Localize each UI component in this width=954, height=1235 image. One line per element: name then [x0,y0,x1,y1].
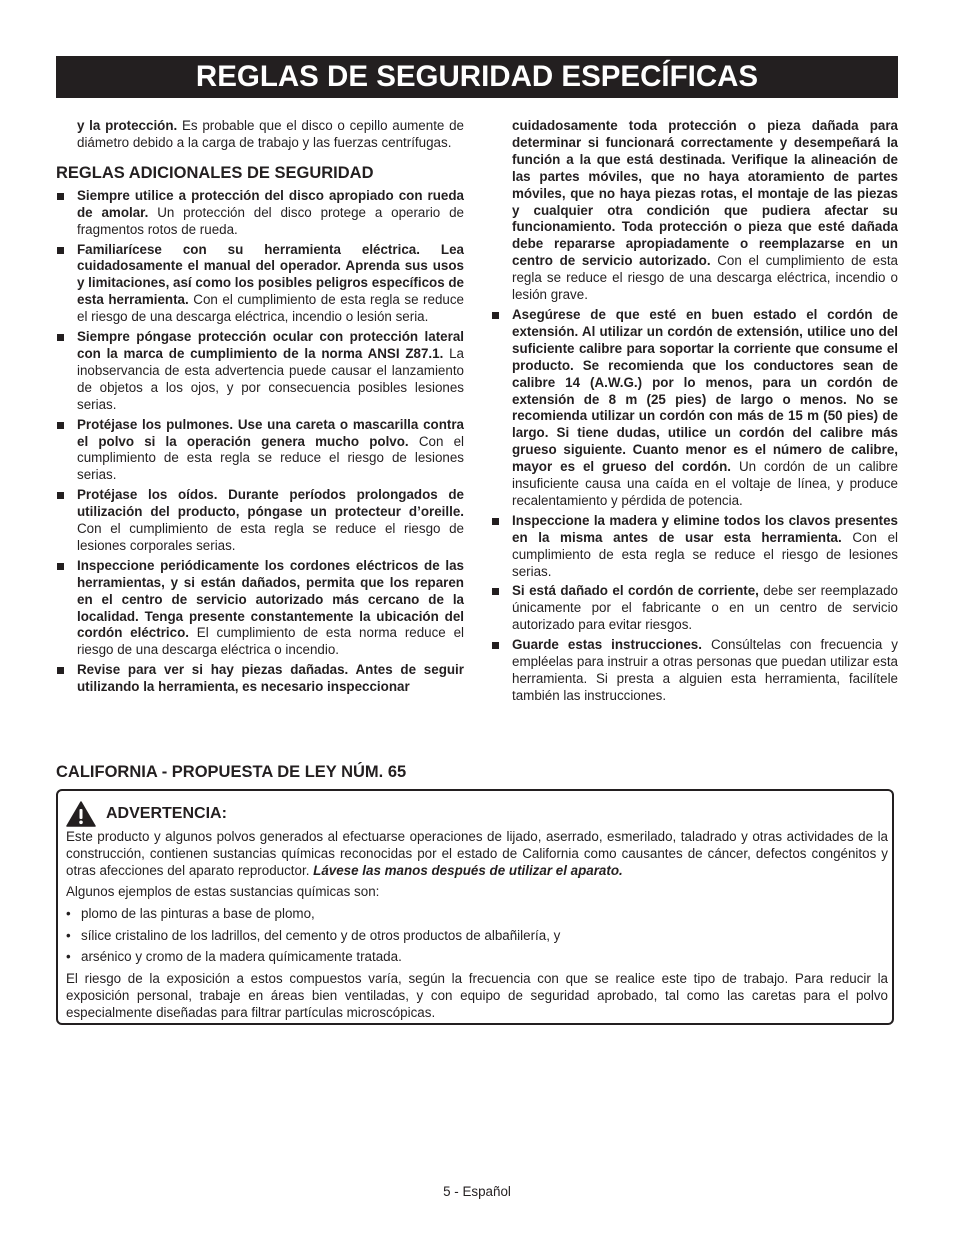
rule-text: Con el cumplimiento de esta regla se reduce el riesgo de lesiones corporales serias. [77,521,464,553]
california-heading: CALIFORNIA - PROPUESTA DE LEY NÚM. 65 [56,763,407,781]
section-title: REGLAS ADICIONALES DE SEGURIDAD [56,163,374,182]
chemical-list-item: • plomo de las pinturas a base de plomo, [66,906,888,923]
continued-paragraph [491,118,898,304]
warning-text: Este producto y algunos polvos generados al efectuarse operaciones de lijado, aserrado, esmerilado, taladrado y otras actividades de la construcción, contienen sustancias químicas reconocidas por el estado de California como causantes de cáncer, defectos congénitos y otras afecciones del aparato reproductor. [66,829,888,878]
rule-item [491,307,898,510]
warning-header [66,801,227,827]
right-column [491,118,898,708]
rule-bold: Protéjase los pulmones. Use una careta o mascarilla contra el polvo si la operación genera mucho polvo. [77,416,464,449]
rule-item [56,188,464,239]
continued-text: Con el cumplimiento de esta regla se reduce el riesgo de una descarga eléctrica, incendio o lesión grave. [512,253,898,303]
rule-item [56,329,464,414]
rule-text: La inobservancia de esta advertencia puede causar el lanzamiento de objetos a los ojos, y por consecuencia posibles lesiones serias. [77,345,464,412]
rule-text: Un cordón de un calibre insuficiente causa una caída en el voltaje de línea, y produce recalentamiento y pérdida de potencia. [512,459,898,508]
rule-text: El cumplimiento de esta norma reduce el riesgo de una descarga eléctrica o incendio. [77,625,464,658]
rule-text: Con el cumplimiento de esta regla se reduce el riesgo de lesiones serias. [512,529,898,579]
rule-item [56,242,464,327]
warning-box [56,789,894,1025]
chemical-list-item: • sílice cristalino de los ladrillos, del cemento y de otros productos de albañilería, y [66,928,888,945]
rule-item [56,662,464,696]
rule-text: Con el cumplimiento de esta regla se reduce el riesgo de lesiones serias. [77,433,464,483]
rule-item [491,637,898,705]
rule-text: Un protección del disco protege a operario de fragmentos rotos de rueda. [77,204,464,237]
square-bullet-icon [492,518,499,525]
closing-paragraph: El riesgo de la exposición a estos compuestos varía, según la frecuencia con que se realice este tipo de trabajo. Para reducir la exposición personal, trabaje en áreas bien ventiladas, y con equipo de seguridad aprobado, tal como las caretas para el polvo especialmente diseñadas para filtrar partículas microscópicas. [66,971,888,1021]
warning-emphasis: Lávese las manos después de utilizar el aparato. [313,862,623,878]
rule-item [491,513,898,581]
rule-item [56,487,464,555]
square-bullet-icon [492,642,499,649]
warning-triangle-icon [66,801,96,827]
square-bullet-icon [57,667,64,674]
rule-item [56,558,464,659]
square-bullet-icon [57,422,64,429]
left-column [56,118,464,699]
rule-bold: Si está dañado el cordón de corriente, [512,583,759,599]
page-number: 5 - Español [443,1184,511,1199]
rule-bold: Siempre póngase protección ocular con protección lateral con la marca de cumplimiento de la norma ANSI Z87.1. [77,329,464,361]
square-bullet-icon [57,492,64,499]
page-title: REGLAS DE SEGURIDAD ESPECÍFICAS [56,56,898,98]
rule-bold: Asegúrese de que esté en buen estado el cordón de extensión. Al utilizar un cordón de extensión, utilice uno del suficiente calibre para soportar la corriente que consume el producto. Se recomienda que los conductores sean de calibre 14 (A.W.G.) por lo menos, para un cordón de extensión de 8 m (25 pies) de largo o menos. No se recomienda utilizar un cordón con más de 15 m (50 pies) de largo. Si tiene dudas, utilice un cordón del calibre más grueso siguiente. Cuanto menor es el número de calibre, mayor es el grueso del cordón. [512,306,898,475]
rule-bold: Guarde estas instrucciones. [512,637,702,653]
rule-text: Consúltelas con frecuencia y empléelas para instruir a otras personas que puedan utilizar esta herramienta. Si presta a alguien esta herramienta, facilítele también las instrucciones. [512,637,898,703]
warning-body [66,829,888,1026]
square-bullet-icon [57,247,64,254]
rule-bold: Revise para ver si hay piezas dañadas. Antes de seguir utilizando la herramienta, es necesario inspeccionar [77,662,464,695]
square-bullet-icon [492,312,499,319]
intro-text: Es probable que el disco o cepillo aumente de diámetro debido a la carga de trabajo y las fuerzas centrífugas. [77,118,464,150]
examples-intro: Algunos ejemplos de estas sustancias químicas son: [66,883,380,899]
rule-item [491,583,898,634]
rule-text: Con el cumplimiento de esta regla se reduce el riesgo de una descarga eléctrica, incendio o lesión seria. [77,292,465,325]
intro-paragraph [56,118,464,152]
intro-bold: y la protección. [77,118,178,133]
warning-label: ADVERTENCIA: [106,804,227,822]
warning-paragraph [66,829,888,880]
continued-bold: cuidadosamente toda protección o pieza dañada para determinar si funcionará correctamente y desempeñará la función a la que está destinada. Verifique la alineación de las partes móviles, que no haya atoramiento de partes móviles, que no haya piezas rotas, el montaje de las piezas y cualquier otra condición que pudiera afectar su funcionamiento. Toda protección o pieza que esté dañada debe repararse apropiadamente o reemplazarse en un centro de servicio autorizado. [512,118,898,269]
square-bullet-icon [492,588,499,595]
rule-item [56,417,464,485]
rule-bold: Inspeccione la madera y elimine todos los clavos presentes en la misma antes de usar esta herramienta. [512,512,898,545]
chemical-list-item: • arsénico y cromo de la madera químicamente tratada. [66,949,888,966]
rule-bold: Inspeccione periódicamente los cordones eléctricos de las herramientas, y si están dañados, permita que los reparen en el centro de servicio autorizado más cercano de la localidad. Tenga presente constantemente la ubicación del cordón eléctrico. [77,557,464,641]
square-bullet-icon [57,334,64,341]
rule-bold: Protéjase los oídos. Durante períodos prolongados de utilización del producto, póngase un protecteur d’oreille. [77,487,464,520]
square-bullet-icon [57,563,64,570]
rule-text: debe ser reemplazado únicamente por el fabricante o en un centro de servicio autorizado para evitar riesgos. [512,583,898,633]
rule-bold: Siempre utilice a protección del disco apropiado con rueda de amolar. [77,187,464,220]
square-bullet-icon [57,193,64,200]
rule-bold: Familiarícese con su herramienta eléctrica. Lea cuidadosamente el manual del operador. Aprenda sus usos y limitaciones, así como los posibles peligros específicos de esta herramienta. [77,241,464,308]
